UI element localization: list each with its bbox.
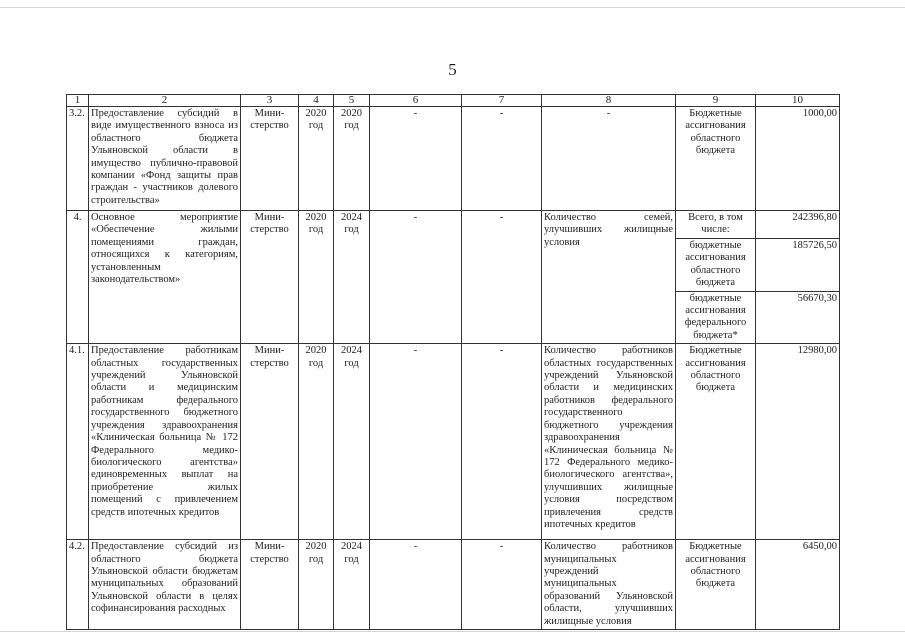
funding-amount: 185726,50 [756, 239, 840, 292]
program-table [66, 94, 840, 630]
row-number: 4. [67, 211, 89, 344]
scan-artifact-top [0, 7, 905, 8]
column-6: - [370, 211, 462, 344]
executor: Мини-стерство [241, 344, 299, 540]
row-number: 4.2. [67, 540, 89, 630]
table-row [67, 107, 840, 211]
end-year: 2024 год [334, 540, 370, 630]
end-year: 2024 год [334, 344, 370, 540]
table-row [67, 211, 840, 239]
funding-source: бюджетные ассигнования федерального бюджета* [676, 291, 756, 344]
header-cell: 7 [462, 95, 542, 107]
measure-name: Предоставление субсидий из областного бюджета Ульяновской области бюджетам муниципальных образований Ульяновской области в целях софинансирования расходных [89, 540, 241, 630]
executor: Мини-стерство [241, 211, 299, 344]
funding-amount: 56670,30 [756, 291, 840, 344]
header-cell: 1 [67, 95, 89, 107]
row-number: 4.1. [67, 344, 89, 540]
funding-source: Бюджетные ассигнования областного бюджета [676, 540, 756, 630]
header-cell: 8 [542, 95, 676, 107]
start-year: 2020 год [299, 344, 334, 540]
funding-amount: 6450,00 [756, 540, 840, 630]
funding-source: Всего, в том числе: [676, 211, 756, 239]
column-6: - [370, 107, 462, 211]
header-cell: 6 [370, 95, 462, 107]
indicator: Количество работников областных государственных учреждений Ульяновской области и медицинских работников федерального государственного бюджетного учреждения здравоохранения «Клиническая больница № 172 Федерального медико-биологического агентства», улучшивших жилищные условия посредством привлечения средств ипотечных кредитов [542, 344, 676, 540]
end-year: 2024 год [334, 211, 370, 344]
column-7: - [462, 540, 542, 630]
row-number: 3.2. [67, 107, 89, 211]
header-cell: 10 [756, 95, 840, 107]
funding-amount: 1000,00 [756, 107, 840, 211]
header-cell: 9 [676, 95, 756, 107]
indicator: Количество работников муниципальных учреждений муниципальных образований Ульяновской области, улучшивших жилищные условия [542, 540, 676, 630]
table-row [67, 540, 840, 630]
indicator: Количество семей, улучшивших жилищные условия [542, 211, 676, 344]
page-number: 5 [448, 60, 457, 79]
column-6: - [370, 344, 462, 540]
start-year: 2020 год [299, 211, 334, 344]
funding-source: Бюджетные ассигнования областного бюджета [676, 344, 756, 540]
indicator: - [542, 107, 676, 211]
column-6: - [370, 540, 462, 630]
column-7: - [462, 211, 542, 344]
table-row [67, 344, 840, 540]
column-7: - [462, 344, 542, 540]
header-row [67, 95, 840, 107]
start-year: 2020 год [299, 540, 334, 630]
header-cell: 2 [89, 95, 241, 107]
funding-amount: 12980,00 [756, 344, 840, 540]
funding-amount: 242396,80 [756, 211, 840, 239]
end-year: 2020 год [334, 107, 370, 211]
header-cell: 5 [334, 95, 370, 107]
funding-source: бюджетные ассигнования областного бюджета [676, 239, 756, 292]
header-cell: 3 [241, 95, 299, 107]
header-cell: 4 [299, 95, 334, 107]
measure-name: Основное мероприятие «Обеспечение жилыми помещениями граждан, относящихся к категориям, установленным законодательством» [89, 211, 241, 344]
executor: Мини-стерство [241, 540, 299, 630]
scan-artifact-bottom [0, 631, 905, 632]
executor: Мини-стерство [241, 107, 299, 211]
measure-name: Предоставление работникам областных государственных учреждений Ульяновской области и медицинским работникам федерального государственного бюджетного учреждения здравоохранения «Клиническая больница № 172 Федерального медико-биологического агентства» единовременных выплат на приобретение жилых помещений с привлечением средств ипотечных кредитов [89, 344, 241, 540]
column-7: - [462, 107, 542, 211]
measure-name: Предоставление субсидий в виде имущественного взноса из областного бюджета Ульяновской области в имущество публично-правовой компании «Фонд защиты прав граждан - участников долевого строительства» [89, 107, 241, 211]
start-year: 2020 год [299, 107, 334, 211]
funding-source: Бюджетные ассигнования областного бюджета [676, 107, 756, 211]
